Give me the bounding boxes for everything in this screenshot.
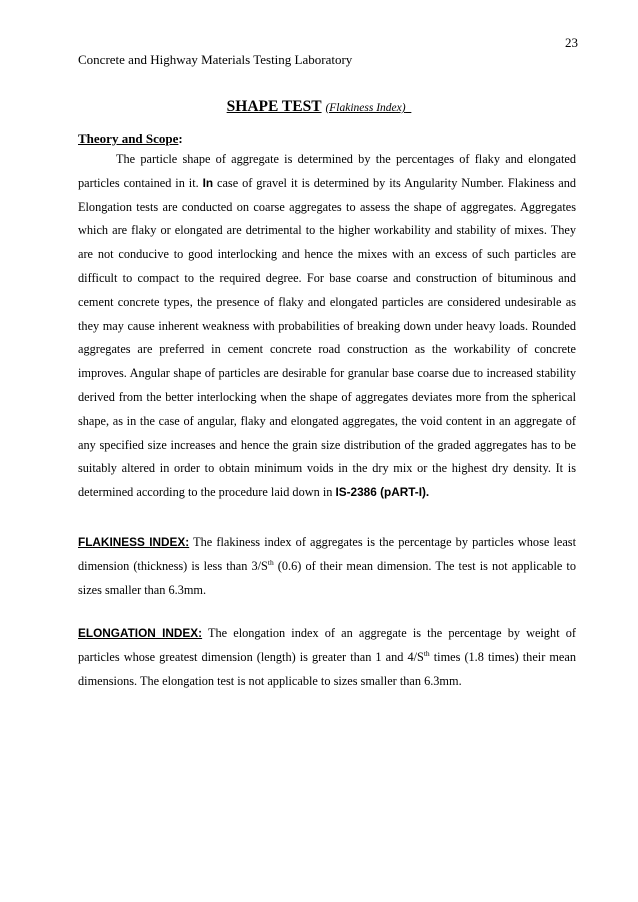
flakiness-superscript: th	[267, 557, 274, 567]
flakiness-text-1: The flakiness index of aggregates is the percentage by particles whose least dimension (thickness) is less than 3/S	[78, 535, 576, 573]
page-number: 23	[565, 35, 578, 50]
flakiness-section	[78, 531, 576, 602]
flakiness-paragraph	[78, 531, 576, 602]
elongation-label: ELONGATION INDEX:	[78, 626, 203, 640]
theory-paragraph	[78, 148, 576, 505]
theory-bold-in: In	[202, 175, 214, 190]
theory-text-2: case of gravel it is determined by its Angularity Number. Flakiness and Elongation tests are conducted on coarse aggregates to assess the shape of aggregates. Aggregates which are flaky or elongated are detrimental to the higher workability and stability of mixes. They are not conducive to good interlocking and hence the mixes with an excess of such particles are difficult to compact to the required degree. For base coarse and construction of bituminous and cement concrete types, the presence of flaky and elongated particles are considered undesirable as they may cause inherent weakness with probabilities of breaking down under heavy loads. Rounded aggregates are preferred in cement concrete road construction as the workability of concrete improves. Angular shape of particles are desirable for granular base coarse due to increased stability derived from the better interlocking when the shape of aggregates deviates more from the spherical shape, as in the case of angular, flaky and elongated aggregates, the void content in an aggregate of any specified size increases and hence the grain size distribution of the graded aggregates has to be suitably altered in order to obtain minimum voids in the dry mix or the highest dry density. It is determined according to the procedure laid down in	[78, 175, 576, 500]
elongation-section	[78, 622, 576, 693]
elongation-text-2: times (1.8 times) their mean dimensions. The elongation test is not applicable to sizes smaller than 6.3mm.	[78, 649, 576, 688]
elongation-superscript: th	[423, 648, 430, 658]
title-underline-tail	[406, 102, 412, 114]
elongation-paragraph	[78, 622, 576, 693]
elongation-text-1: The elongation index of an aggregate is the percentage by weight of particles whose greatest dimension (length) is greater than 1 and 4/S	[78, 626, 576, 664]
page-title	[0, 98, 638, 116]
theory-section	[78, 131, 576, 505]
theory-heading-text: Theory and Scope	[78, 131, 179, 146]
theory-standard-ref: IS-2386 (pART-I).	[335, 485, 430, 500]
theory-heading-colon: :	[178, 131, 183, 146]
title-main: SHAPE TEST	[226, 98, 322, 115]
flakiness-label: FLAKINESS INDEX:	[78, 535, 190, 549]
flakiness-text-2: (0.6) of their mean dimension. The test is not applicable to sizes smaller than 6.3mm.	[78, 558, 576, 597]
theory-text-1: The particle shape of aggregate is determined by the percentages of flaky and elongated particles contained in it.	[78, 152, 576, 190]
theory-heading	[78, 131, 576, 147]
title-sub: (Flakiness Index)	[325, 102, 406, 114]
running-header: Concrete and Highway Materials Testing Laboratory	[78, 52, 353, 67]
